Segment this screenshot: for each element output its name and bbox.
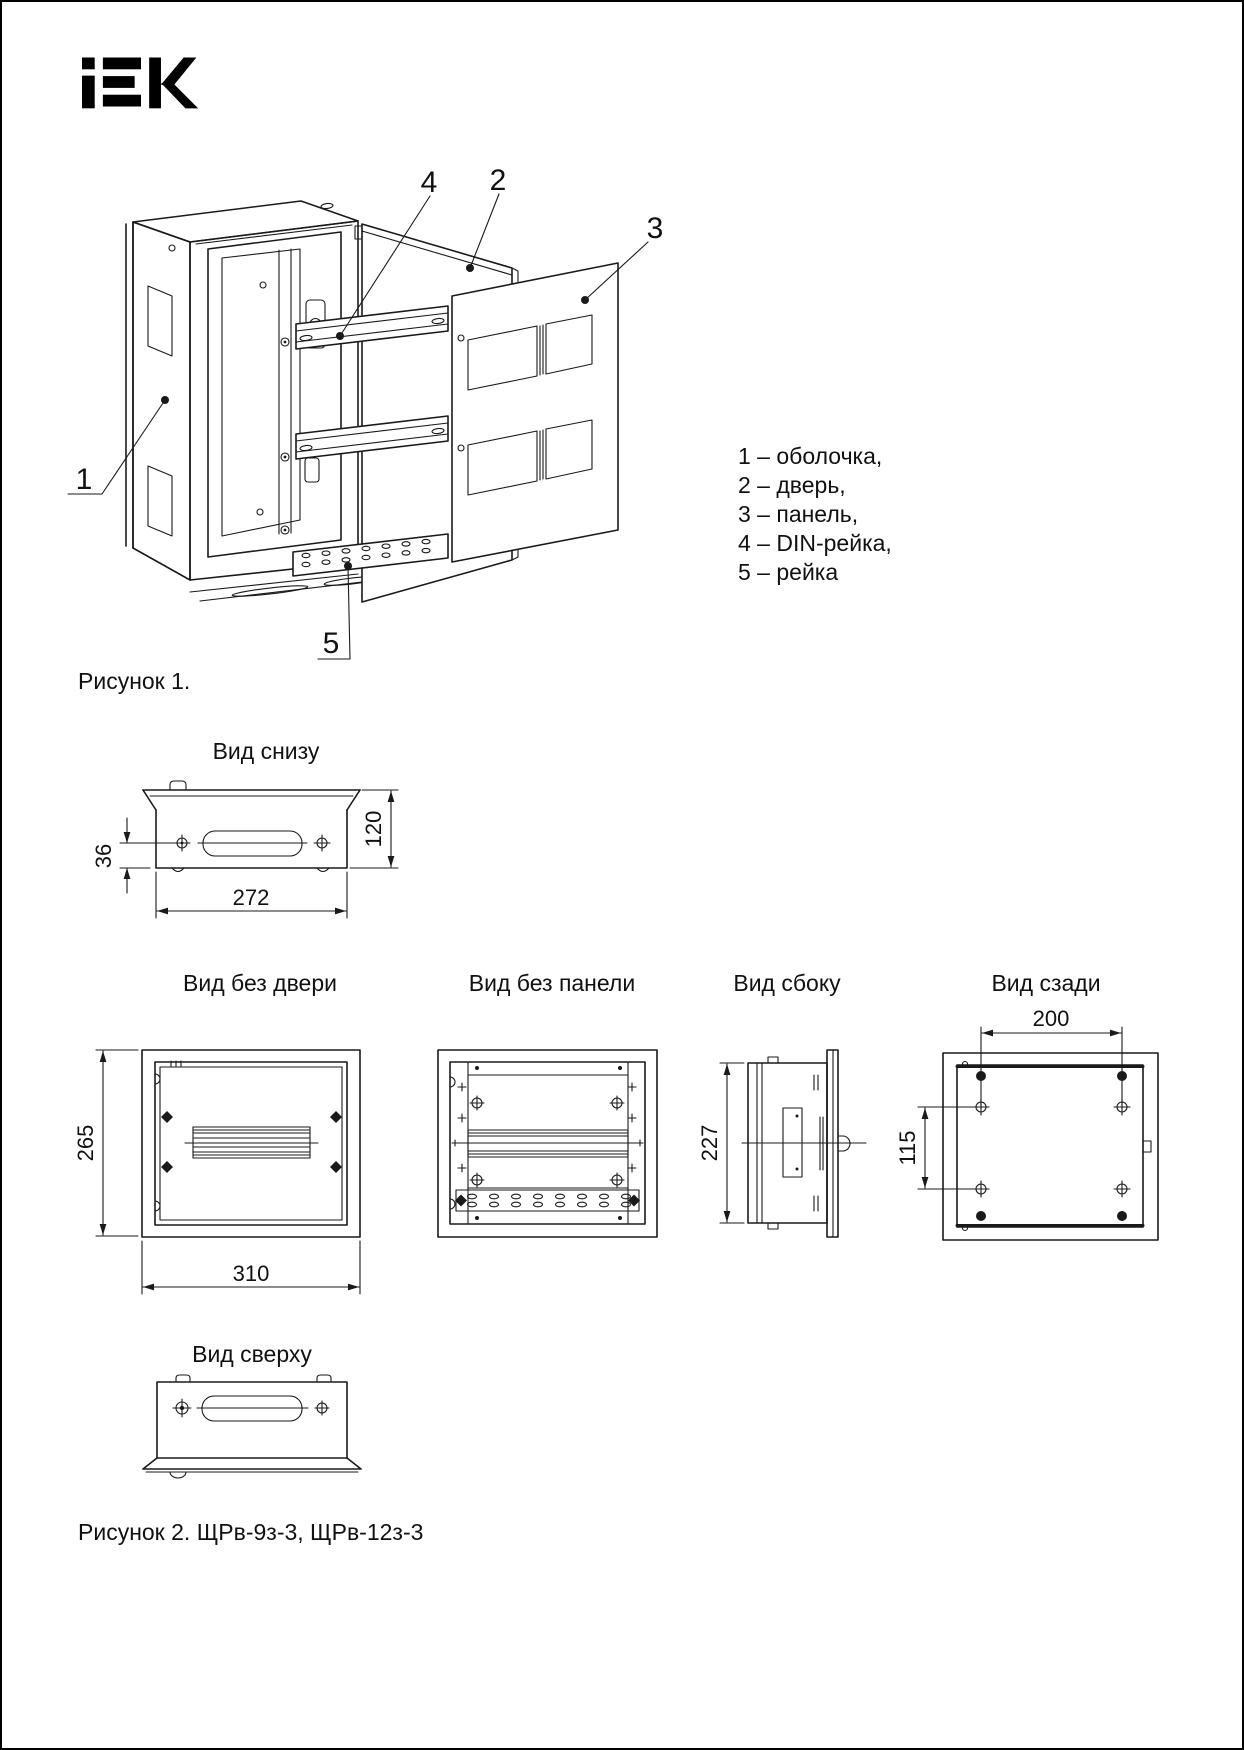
din-rail-front — [185, 1127, 318, 1158]
svg-text:200: 200 — [1032, 1006, 1070, 1031]
side-view-drawing — [695, 1040, 875, 1250]
view-title-bottom: Вид снизу — [212, 738, 320, 764]
svg-text:265: 265 — [73, 1124, 98, 1162]
panel-holes — [470, 1096, 624, 1187]
legend-line: 4 – DIN-рейка, — [738, 530, 892, 556]
figure1-legend — [738, 442, 892, 587]
din-rail-nopanel — [452, 1130, 643, 1157]
callout-5: 5 — [322, 627, 340, 660]
dim-115 — [895, 1107, 975, 1189]
callout-dot-4 — [336, 332, 344, 340]
iek-logo — [82, 54, 200, 110]
rear-view-drawing — [890, 995, 1170, 1250]
svg-text:272: 272 — [232, 885, 270, 910]
keyhole-slots — [973, 1099, 1130, 1197]
dim-36 — [91, 818, 176, 893]
view-title-top: Вид сверху — [192, 1341, 312, 1367]
front-panel — [452, 263, 618, 562]
callout-3: 3 — [646, 212, 664, 245]
view-title-side: Вид сбоку — [733, 970, 841, 996]
legend-line: 2 – дверь, — [738, 472, 846, 498]
dim-200 — [981, 1006, 1122, 1107]
screw-markers — [458, 1083, 636, 1172]
top-view-drawing — [130, 1370, 380, 1485]
callout-dot-3 — [581, 296, 589, 304]
view-title-front: Вид без двери — [183, 970, 337, 996]
legend-line: 5 – рейка — [738, 559, 839, 585]
nopanel-view-drawing — [430, 1040, 670, 1250]
svg-text:227: 227 — [697, 1124, 722, 1162]
callout-dot-5 — [344, 562, 352, 570]
dim-227 — [697, 1063, 744, 1223]
dim-120 — [350, 790, 398, 868]
figure1-caption: Рисунок 1. — [78, 668, 191, 694]
enclosure-interior — [222, 249, 325, 536]
callout-dot-1 — [161, 396, 169, 404]
dim-265 — [73, 1050, 138, 1236]
legend-line: 3 – панель, — [738, 501, 859, 527]
figure1-exploded-drawing — [60, 150, 680, 690]
legend-line: 1 – оболочка, — [738, 443, 883, 469]
mounting-hole — [314, 835, 330, 851]
bottom-view-drawing — [85, 770, 405, 925]
dim-272 — [156, 872, 347, 918]
mounting-hole — [315, 1401, 329, 1415]
figure2-caption: Рисунок 2. ЩРв-9з-3, ЩРв-12з-3 — [78, 1519, 424, 1545]
mounting-hole — [173, 1399, 191, 1417]
door-latch — [1143, 1141, 1151, 1152]
svg-text:310: 310 — [232, 1261, 270, 1286]
callout-dot-2 — [466, 264, 474, 272]
view-title-nopanel: Вид без панели — [468, 970, 636, 996]
dim-310 — [142, 1241, 360, 1294]
svg-text:115: 115 — [895, 1130, 920, 1166]
svg-text:120: 120 — [361, 810, 386, 848]
front-view-drawing — [70, 1040, 380, 1305]
view-title-rear: Вид сзади — [991, 970, 1101, 996]
svg-text:36: 36 — [91, 843, 116, 869]
callout-1: 1 — [75, 463, 93, 496]
callout-2: 2 — [489, 164, 507, 197]
perforated-rail-front — [455, 1190, 640, 1211]
callout-4: 4 — [420, 166, 438, 199]
